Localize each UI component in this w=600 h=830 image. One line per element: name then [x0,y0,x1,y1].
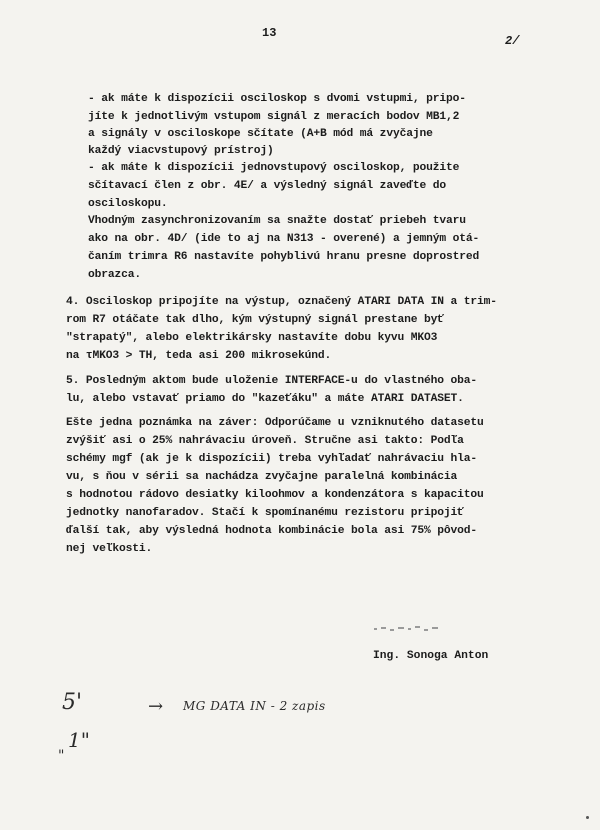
text-line: každý viacvstupový prístroj) [88,145,274,157]
signature-name: Ing. Sonoga Anton [373,650,489,662]
handwritten-quote-mark: " [58,748,65,764]
text-line: s hodnotou rádovo desiatky kiloohmov a kondenzátora s kapacitou [66,489,484,501]
text-line: 4. Osciloskop pripojíte na výstup, označený ATARI DATA IN a trim- [66,296,497,308]
text-line: - ak máte k dispozícii jednovstupový osciloskop, použite [88,162,460,174]
text-line: jíte k jednotlivým vstupom signál z meracích bodov MB1,2 [88,111,460,123]
text-line: nej veľkosti. [66,543,153,555]
text-line: zvýšiť asi o 25% nahrávaciu úroveň. Stručne asi takto: Podľa [66,435,464,447]
sheet-mark: 2/ [505,34,520,48]
text-line: obrazca. [88,269,142,281]
text-line: Vhodným zasynchronizovaním sa snažte dostať priebeh tvaru [88,215,466,227]
text-line: ako na obr. 4D/ (ide to aj na N313 - overené) a jemným otá- [88,233,480,245]
faint-stamp-marks [372,624,442,634]
text-line: schémy mgf (ak je k dispozícii) treba vyhľadať nahrávaciu hla- [66,453,478,465]
text-line: vu, s ňou v sérii sa nachádza zvyčajne paralelná kombinácia [66,471,458,483]
handwritten-five: 5' [62,690,83,715]
text-line: rom R7 otáčate tak dlho, kým výstupný signál prestane byť [66,314,444,326]
text-line: ďalší tak, aby výsledná hodnota kombinácie bola asi 75% pôvod- [66,525,478,537]
arrow-icon: → [148,696,164,717]
text-line: sčítavací člen z obr. 4E/ a výsledný signál zaveďte do [88,180,446,192]
page-number: 13 [262,26,277,40]
text-line: na τMKO3 > TH, teda asi 200 mikrosekúnd. [66,350,332,362]
text-line: osciloskopu. [88,198,168,210]
text-line: lu, alebo vstavať priamo do "kazeťáku" a máte ATARI DATASET. [66,393,464,405]
handwritten-note: MG DATA IN - 2 zapis [183,699,326,713]
text-line: a signály v osciloskope sčítate (A+B mód má zvyčajne [88,128,433,140]
handwritten-one: 1" [68,728,90,752]
text-line: Ešte jedna poznámka na záver: Odporúčame u vzniknutého datasetu [66,417,484,429]
text-line: "strapatý", alebo elektrikársky nastavíte dobu kyvu MKO3 [66,332,438,344]
text-line: - ak máte k dispozícii osciloskop s dvomi vstupmi, pripo- [88,93,466,105]
text-line: čaním trimra R6 nastavíte pohyblivú hranu presne doprostred [88,251,480,263]
text-line: 5. Posledným aktom bude uloženie INTERFACE-u do vlastného oba- [66,375,478,387]
text-line: jednotky nanofaradov. Stačí k spomínanému rezistoru pripojiť [66,507,464,519]
scan-speck [586,816,589,819]
